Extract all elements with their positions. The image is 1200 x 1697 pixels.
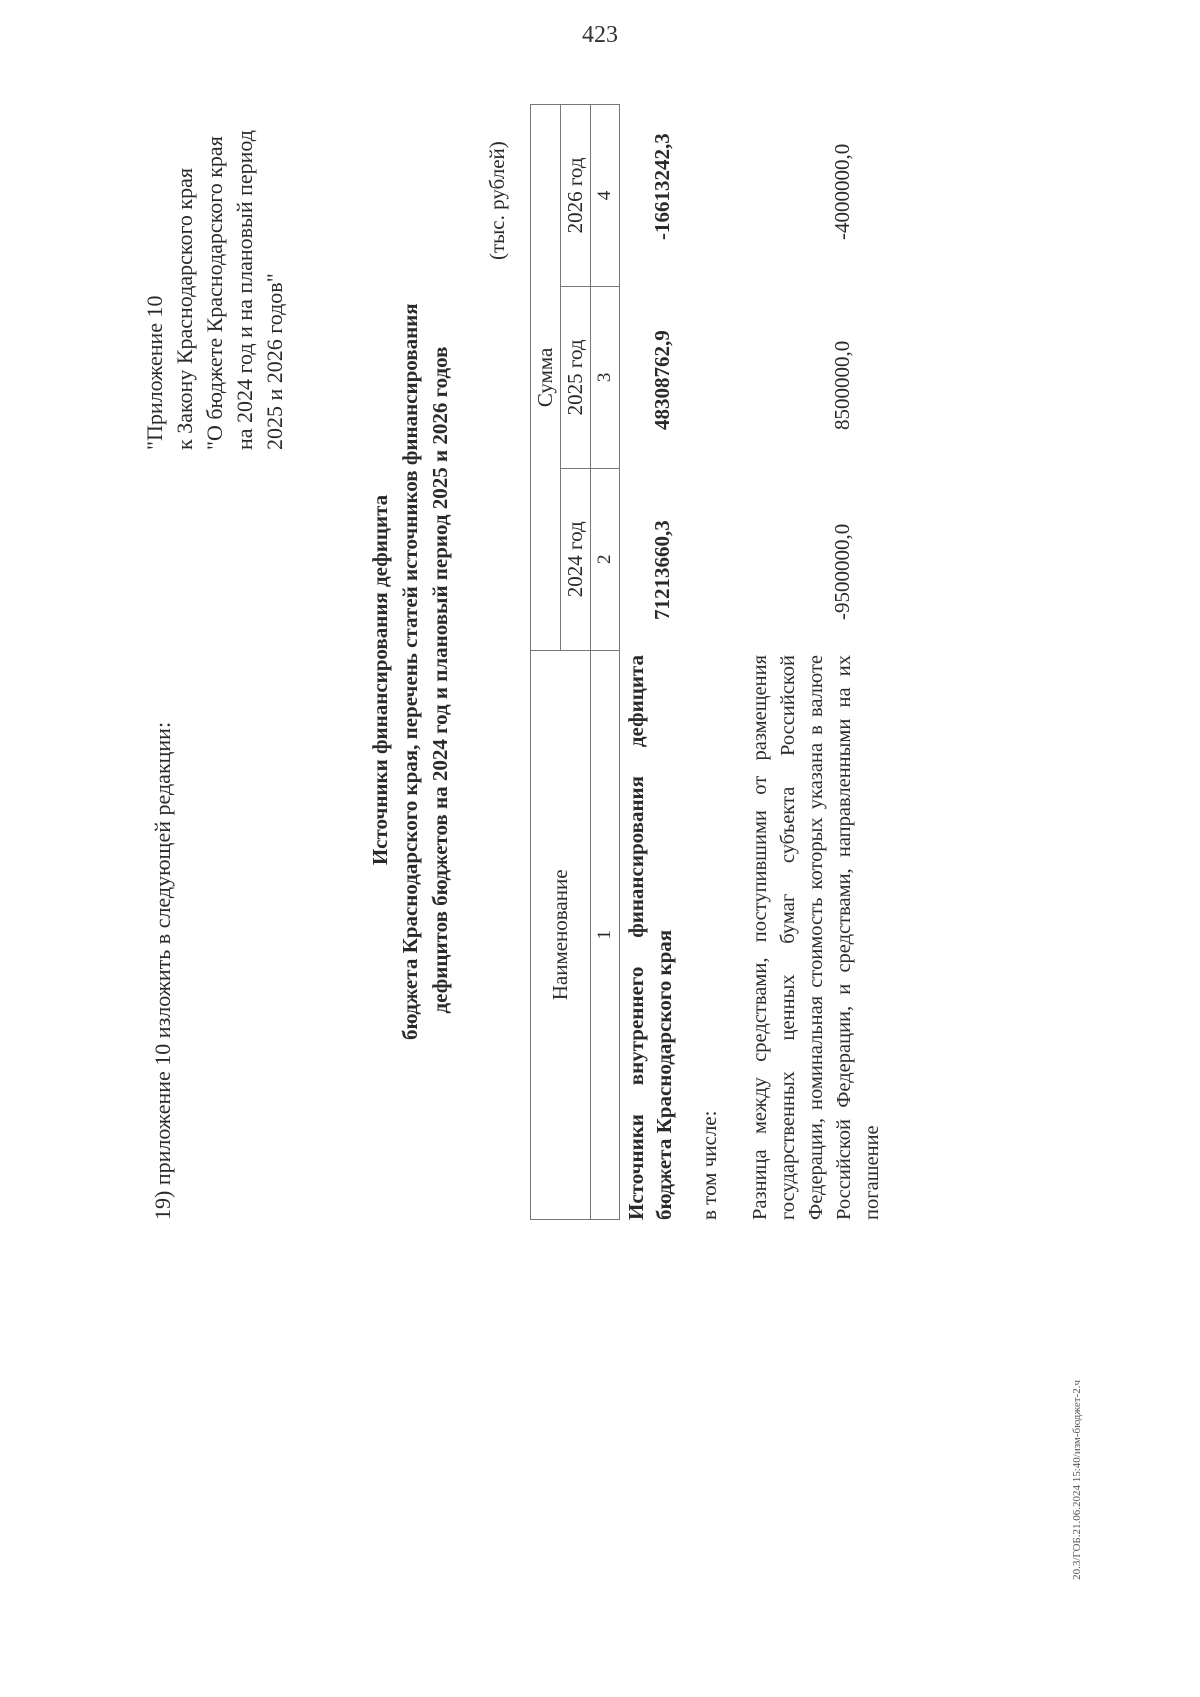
appendix-line: на 2024 год и на плановый период (232, 130, 257, 450)
column-number: 4 (591, 105, 620, 287)
appendix-line: "О бюджете Краснодарского края (202, 136, 227, 450)
row-value-2026: -4000000,0 (830, 143, 854, 240)
row-label-total: Источники внутреннего финансирования дефицита бюджета Краснодарского края (624, 655, 676, 1220)
year-header: 2025 год (561, 286, 591, 468)
title-line: дефицитов бюджетов на 2024 год и плановый период 2025 и 2026 годов (428, 346, 452, 1014)
column-number: 3 (591, 286, 620, 468)
appendix-line: к Закону Краснодарского края (172, 167, 197, 450)
financing-table (530, 104, 620, 1220)
column-number: 1 (591, 650, 620, 1219)
document-sheet (140, 100, 883, 1220)
units-label: (тыс. рублей) (485, 141, 509, 260)
title-line: Источники финансирования дефицита (368, 494, 392, 866)
name-header: Наименование (531, 650, 591, 1219)
sum-header: Сумма (531, 105, 561, 651)
title-line: бюджета Краснодарского края, перечень статей источников финансирования (398, 303, 422, 1040)
year-header: 2026 год (561, 105, 591, 287)
appendix-line: 2025 и 2026 годов" (262, 273, 287, 450)
intro-text: 19) приложение 10 изложить в следующей редакции: (150, 721, 175, 1220)
appendix-line: "Приложение 10 (142, 295, 167, 450)
row-label-securities: Разница между средствами, поступившими от размещения государственных ценных бумаг субъекта Российской Федерации, номинальная стоимость которых указана в валюте Российской Федерации, и средствами, направленными на их погашение (749, 655, 883, 1220)
row-label-including: в том числе: (697, 1110, 721, 1220)
table-number-row (591, 105, 620, 1220)
row-value-2024: -9500000,0 (830, 523, 854, 620)
row-value-2026: -16613242,3 (650, 133, 674, 240)
row-value-2024: 71213660,3 (650, 520, 674, 620)
appendix-header (140, 90, 290, 450)
table-header-row (531, 105, 561, 1220)
footer-code: 20.3/ГОБ.21.06.2024 15:40/изм-бюджет-2.ч (1071, 1380, 1083, 1580)
page-number: 423 (582, 22, 618, 48)
row-value-2025: 8500000,0 (830, 340, 854, 430)
row-value-2025: 48308762,9 (650, 330, 674, 430)
column-number: 2 (591, 468, 620, 650)
year-header: 2024 год (561, 468, 591, 650)
document-title (365, 303, 455, 1040)
